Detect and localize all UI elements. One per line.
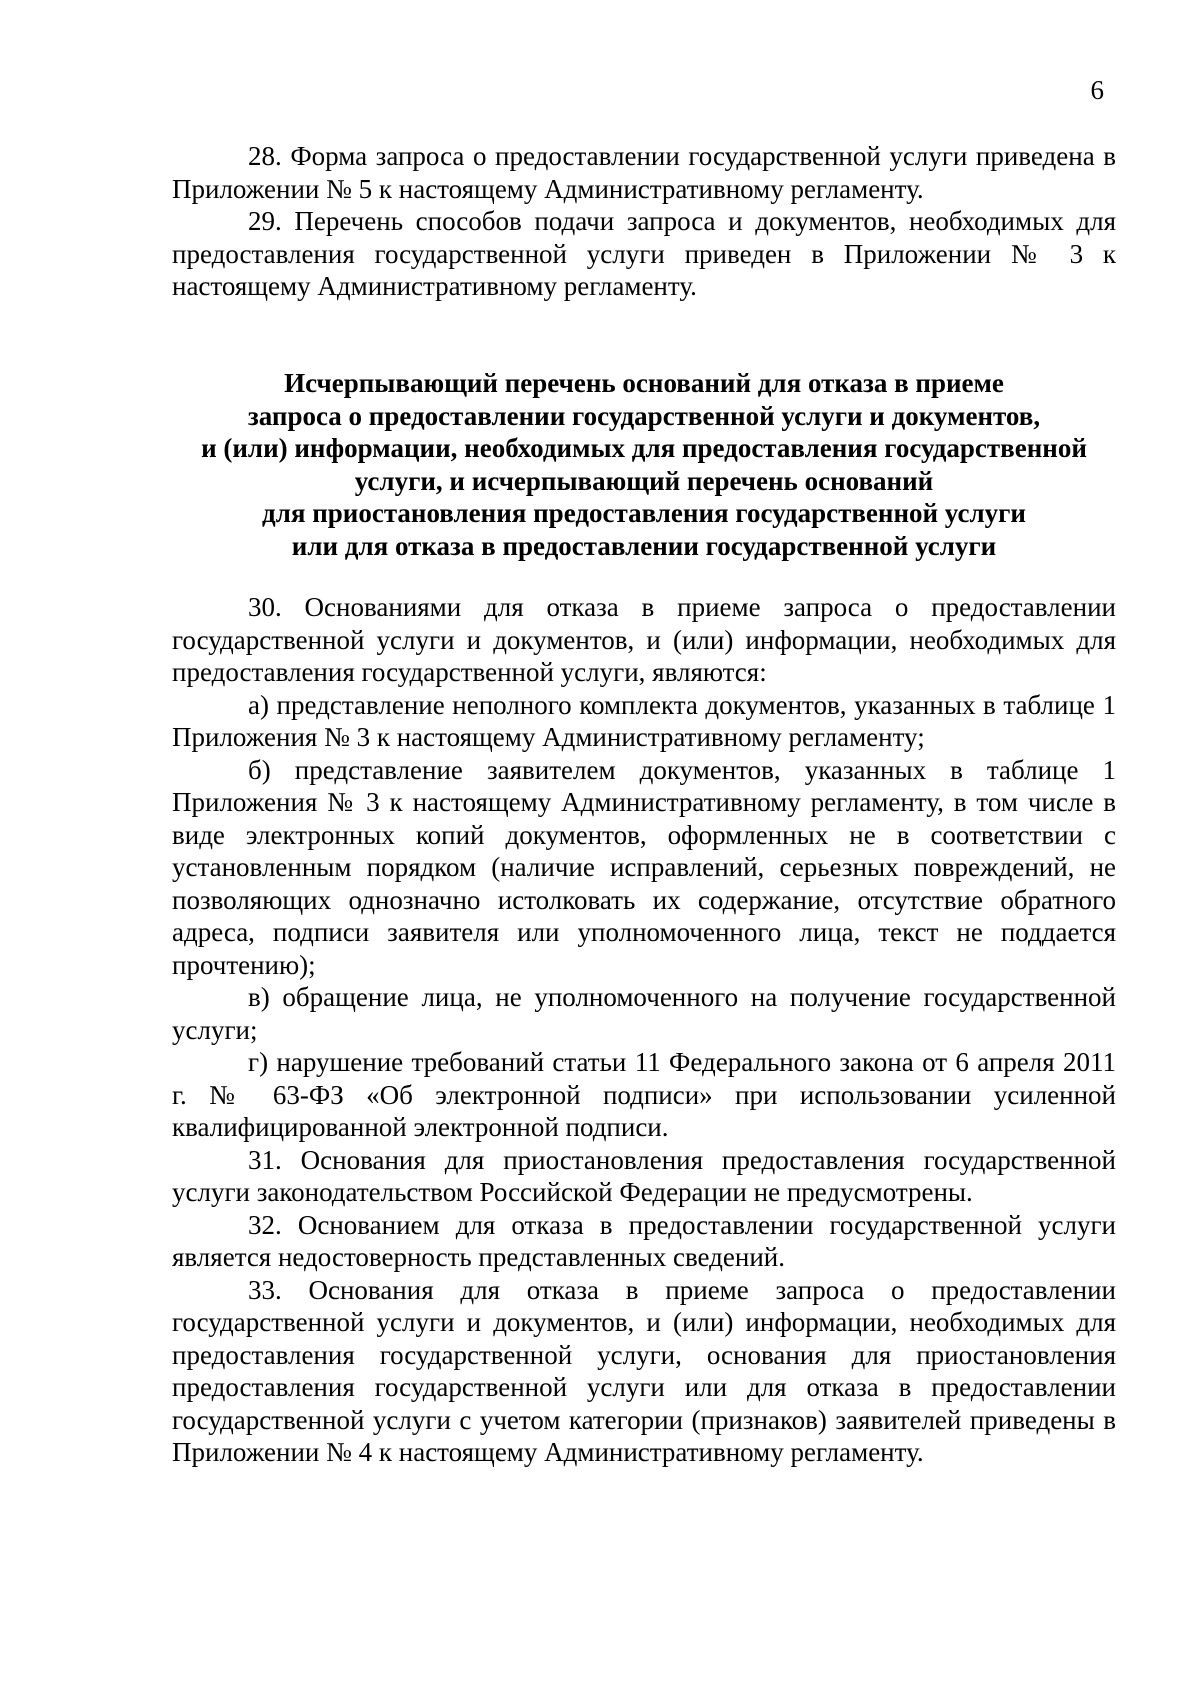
paragraph-30-g: г) нарушение требований статьи 11 Федерального закона от 6 апреля 2011 г. № 63-ФЗ «Об электронной подписи» при использовании усиленной квалифицированной электронной подписи. (172, 1047, 1116, 1142)
paragraphs-bottom (172, 591, 1116, 1469)
paragraph-30-b: б) представление заявителем документов, указанных в таблице 1 Приложения № 3 к настоящему Административному регламенту, в том числе в виде электронных копий документов, оформленных не в соответствии с установленным порядком (наличие исправлений, серьезных повреждений, не позволяющих однозначно истолковать их содержание, отсутствие обратного адреса, подписи заявителя или уполномоченного лица, текст не поддается прочтению); (172, 754, 1116, 980)
paragraph-28: 28. Форма запроса о предоставлении государственной услуги приведена в Приложении № 5 к настоящему Административному регламенту. (172, 141, 1116, 204)
paragraph-33: 33. Основания для отказа в приеме запроса о предоставлении государственной услуги и документов, и (или) информации, необходимых для предоставления государственной услуги, основания для приостановления предоставления государственной услуги или для отказа в предоставлении государственной услуги с учетом категории (признаков) заявителей приведены в Приложении № 4 к настоящему Административному регламенту. (172, 1274, 1116, 1467)
paragraph-30-a: а) представление неполного комплекта документов, указанных в таблице 1 Приложения № 3 к настоящему Административному регламенту; (172, 689, 1116, 752)
paragraph-31: 31. Основания для приостановления предоставления государственной услуги законодательством Российской Федерации не предусмотрены. (172, 1144, 1116, 1207)
paragraph-30: 30. Основаниями для отказа в приеме запроса о предоставлении государственной услуги и документов, и (или) информации, необходимых для предоставления государственной услуги, являются: (172, 592, 1116, 687)
paragraph-30-v: в) обращение лица, не уполномоченного на получение государственной услуги; (172, 982, 1116, 1045)
paragraph-32: 32. Основанием для отказа в предоставлении государственной услуги является недостоверность представленных сведений. (172, 1209, 1116, 1272)
heading-line: Исчерпывающий перечень оснований для отказа в приеме (284, 368, 1004, 398)
heading-line: запроса о предоставлении государственной услуги и документов, (247, 400, 1041, 431)
section-heading (172, 367, 1116, 562)
paragraph-29: 29. Перечень способов подачи запроса и документов, необходимых для предоставления государственной услуги приведен в Приложении № 3 к настоящему Административному регламенту. (172, 206, 1116, 301)
heading-line: услуги, и исчерпывающий перечень оснований (354, 465, 934, 496)
heading-line: или для отказа в предоставлении государственной услуги (291, 530, 997, 561)
heading-line: для приостановления предоставления государственной услуги (262, 498, 1026, 528)
heading-line: и (или) информации, необходимых для предоставления государственной (201, 433, 1087, 463)
page-number: 6 (1090, 75, 1104, 105)
paragraphs-top (172, 140, 1116, 303)
